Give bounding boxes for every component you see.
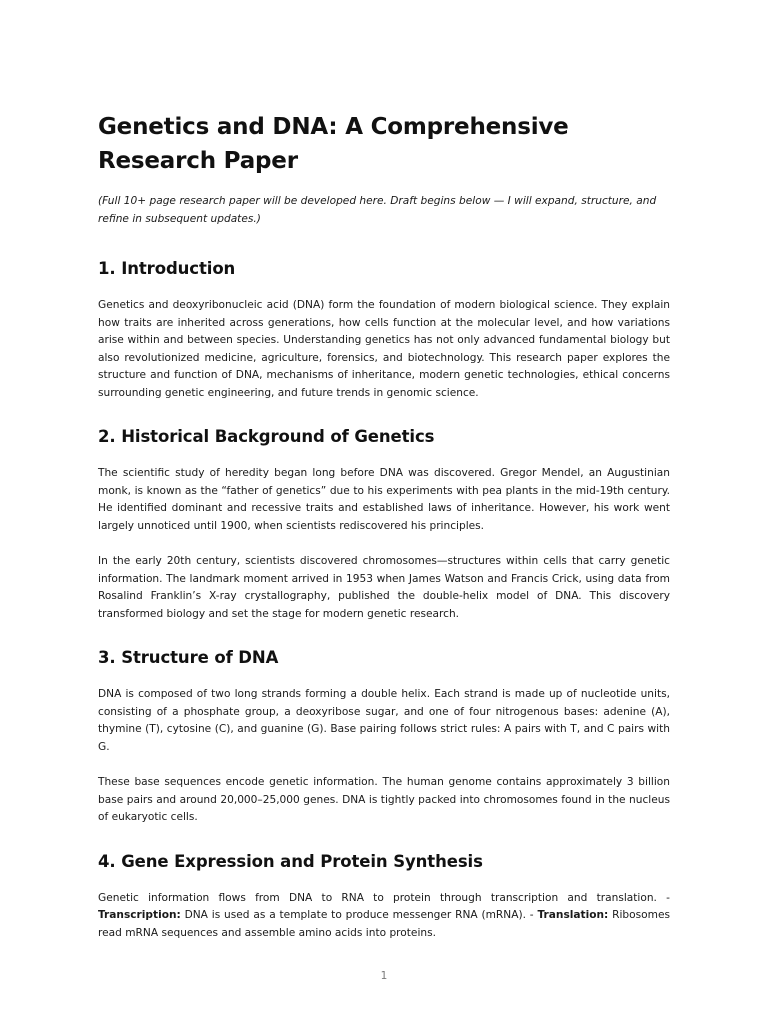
document-page (98, 110, 670, 960)
body-paragraph (98, 890, 670, 943)
section-heading: 2. Historical Background of Genetics (98, 427, 435, 446)
section-heading: 3. Structure of DNA (98, 648, 279, 667)
term-transcription: Transcription: (98, 909, 181, 921)
paragraph-text: Genetic information flows from DNA to RNA to protein through transcription and translation. - (98, 891, 670, 904)
section-heading: 4. Gene Expression and Protein Synthesis (98, 851, 483, 871)
body-paragraph: Genetics and deoxyribonucleic acid (DNA) form the foundation of modern biological science. They explain how traits are inherited across generations, how cells function at the molecular level, and how variations arise within and between species. Understanding genetics has not only advanced fundamental biology but also revolutionized medicine, agriculture, forensics, and biotechnology. This research paper explores the structure and function of DNA, mechanisms of inheritance, modern genetic technologies, ethical concerns surrounding genetic engineering, and future trends in genomic science. (98, 299, 670, 399)
definition-transcription: DNA is used as a template to produce messenger RNA (mRNA). - (180, 909, 534, 921)
section-heading: 1. Introduction (98, 259, 236, 278)
document-title: Genetics and DNA: A Comprehensive Research Paper (98, 114, 569, 174)
page-number: 1 (380, 970, 388, 982)
section-historical-background (98, 426, 670, 623)
body-paragraph: DNA is composed of two long strands forming a double helix. Each strand is made up of nucleotide units, consisting of a phosphate group, a deoxyribose sugar, and one of four nitrogenous bases: adenine (A), thymine (T), cytosine (C), and guanine (G). Base pairing follows strict rules: A pairs with T, and C pairs with G. (98, 688, 670, 753)
term-translation: Translation: (537, 909, 609, 921)
section-structure-of-dna (98, 647, 670, 827)
body-paragraph: The scientific study of heredity began long before DNA was discovered. Gregor Mendel, an Augustinian monk, is known as the “father of genetics” due to his experiments with pea plants in the mid-19th century. He identified dominant and recessive traits and established laws of inheritance. However, his work went largely unnoticed until 1900, when scientists rediscovered his principles. (98, 467, 670, 532)
definition-translation: Ribosomes read mRNA sequences and assemble amino acids into proteins. (98, 909, 670, 939)
body-paragraph: These base sequences encode genetic information. The human genome contains approximately 3 billion base pairs and around 20,000–25,000 genes. DNA is tightly packed into chromosomes found in the nucleus of eukaryotic cells. (98, 776, 670, 823)
draft-note: (Full 10+ page research paper will be developed here. Draft begins below — I will expand, structure, and refine in subsequent updates.) (98, 195, 657, 225)
section-introduction (98, 258, 670, 402)
section-gene-expression (98, 851, 670, 943)
body-paragraph: In the early 20th century, scientists discovered chromosomes—structures within cells that carry genetic information. The landmark moment arrived in 1953 when James Watson and Francis Crick, using data from Rosalind Franklin’s X-ray crystallography, published the double-helix model of DNA. This discovery transformed biology and set the stage for modern genetic research. (98, 555, 670, 620)
